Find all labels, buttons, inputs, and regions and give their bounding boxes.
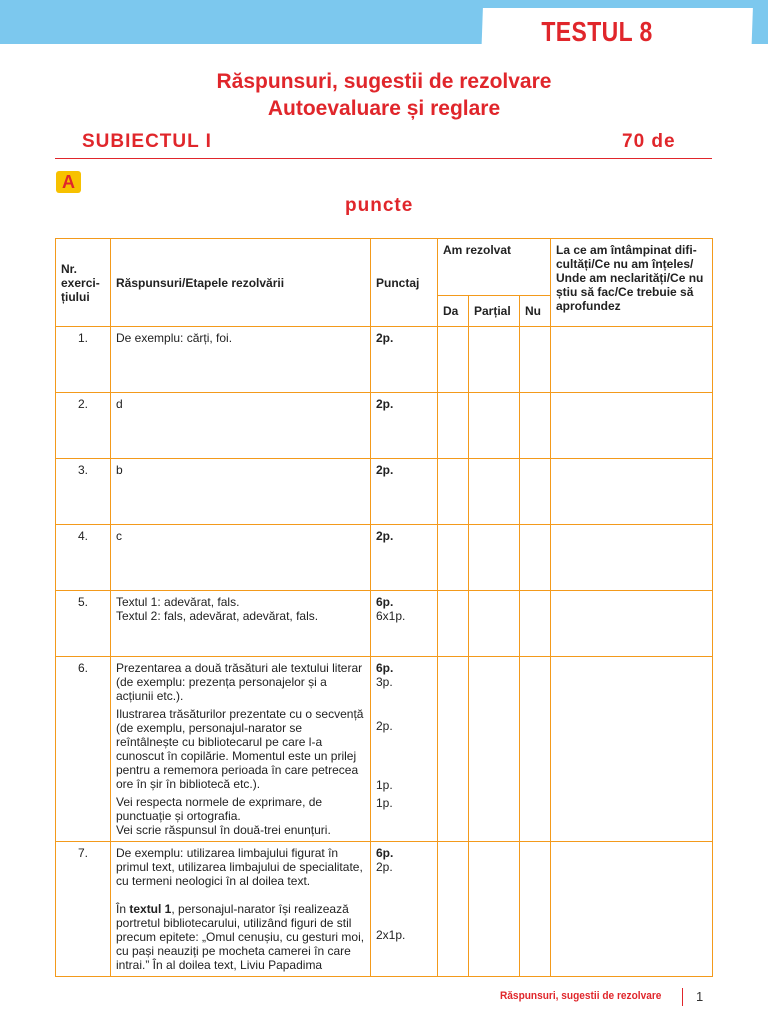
checkbox-partial[interactable] bbox=[469, 327, 520, 393]
points-detail: 2x1p. bbox=[376, 928, 406, 942]
header-answers: Răspunsuri/Etapele rezolvării bbox=[111, 239, 371, 327]
answer-line: Textul 2: fals, adevărat, adevărat, fals. bbox=[116, 609, 319, 623]
row-answer: c bbox=[111, 525, 371, 591]
table-row bbox=[56, 393, 713, 459]
checkbox-partial[interactable] bbox=[469, 657, 520, 842]
page-title-line2: Autoevaluare și reglare bbox=[267, 97, 501, 120]
answer-line: Textul 1: adevărat, fals. bbox=[116, 595, 240, 609]
points-detail: 2p. bbox=[376, 860, 393, 874]
difficulties-cell[interactable] bbox=[551, 842, 713, 977]
row-number: 5. bbox=[56, 591, 111, 657]
header-solved: Am rezolvat bbox=[438, 239, 551, 296]
difficulties-cell[interactable] bbox=[551, 393, 713, 459]
row-points: 2p. bbox=[371, 393, 438, 459]
header-score: Punctaj bbox=[371, 239, 438, 327]
checkbox-da[interactable] bbox=[438, 842, 469, 977]
points-heading-continued: puncte bbox=[345, 195, 414, 216]
row-number: 7. bbox=[56, 842, 111, 977]
points-total: 6p. bbox=[376, 661, 394, 675]
checkbox-partial[interactable] bbox=[469, 591, 520, 657]
answers-table bbox=[55, 238, 713, 977]
row-number: 6. bbox=[56, 657, 111, 842]
points-total: 6p. bbox=[376, 846, 394, 860]
points-detail: 2p. bbox=[376, 719, 393, 733]
difficulties-cell[interactable] bbox=[551, 327, 713, 393]
answer-paragraph: În textul 1, personajul-narator își realizează portretul bibliotecarului, utilizând figuri de stil precum epitete: „Omul cenușiu, cu gesturi moi, cu pași neauziți pe mocheta camerei în care intrai.” În al doilea text, Liviu Papadima bbox=[116, 902, 365, 972]
row-number: 4. bbox=[56, 525, 111, 591]
points-heading: 70 de bbox=[622, 131, 676, 152]
row-points bbox=[371, 591, 438, 657]
row-answer bbox=[111, 657, 371, 842]
row-number: 2. bbox=[56, 393, 111, 459]
header-difficulties: La ce am întâmpinat difi-cultăți/Ce nu am înțeles/ Unde am neclarități/Ce nu știu să fac/Ce trebuie să aprofundez bbox=[551, 239, 713, 327]
section-badge: A bbox=[56, 171, 81, 193]
subject-heading: SUBIECTUL I bbox=[82, 131, 212, 152]
row-answer: b bbox=[111, 459, 371, 525]
row-points: 2p. bbox=[371, 327, 438, 393]
checkbox-partial[interactable] bbox=[469, 393, 520, 459]
answer-paragraph: Vei scrie răspunsul în două-trei enunțuri. bbox=[116, 823, 331, 837]
header-nu: Nu bbox=[520, 296, 551, 327]
header-da: Da bbox=[438, 296, 469, 327]
row-number: 1. bbox=[56, 327, 111, 393]
row-points: 2p. bbox=[371, 525, 438, 591]
checkbox-nu[interactable] bbox=[520, 657, 551, 842]
header-partial: Parțial bbox=[469, 296, 520, 327]
table-row bbox=[56, 459, 713, 525]
difficulties-cell[interactable] bbox=[551, 657, 713, 842]
checkbox-da[interactable] bbox=[438, 459, 469, 525]
test-label: TESTUL 8 bbox=[541, 16, 653, 47]
table-row bbox=[56, 525, 713, 591]
row-answer bbox=[111, 591, 371, 657]
checkbox-nu[interactable] bbox=[520, 591, 551, 657]
points-total: 6p. bbox=[376, 595, 394, 609]
checkbox-da[interactable] bbox=[438, 393, 469, 459]
table-row bbox=[56, 327, 713, 393]
footer-divider bbox=[682, 988, 683, 1006]
checkbox-da[interactable] bbox=[438, 525, 469, 591]
difficulties-cell[interactable] bbox=[551, 525, 713, 591]
points-detail: 1p. bbox=[376, 796, 393, 810]
checkbox-nu[interactable] bbox=[520, 459, 551, 525]
points-detail: 6x1p. bbox=[376, 609, 406, 623]
row-points: 2p. bbox=[371, 459, 438, 525]
page-number: 1 bbox=[696, 989, 704, 1004]
difficulties-cell[interactable] bbox=[551, 591, 713, 657]
checkbox-partial[interactable] bbox=[469, 525, 520, 591]
footer-title: Răspunsuri, sugestii de rezolvare bbox=[500, 990, 662, 1002]
page-title-line1: Răspunsuri, sugestii de rezolvare bbox=[216, 70, 552, 93]
checkbox-da[interactable] bbox=[438, 327, 469, 393]
checkbox-partial[interactable] bbox=[469, 842, 520, 977]
table-row bbox=[56, 657, 713, 842]
answer-paragraph: De exemplu: utilizarea limbajului figurat în primul text, utilizarea limbajului de specialitate, cu termeni neologici în al doilea text. bbox=[116, 846, 363, 888]
header-nr: Nr. exerci-țiului bbox=[56, 239, 111, 327]
row-points bbox=[371, 657, 438, 842]
row-answer: d bbox=[111, 393, 371, 459]
checkbox-da[interactable] bbox=[438, 657, 469, 842]
checkbox-da[interactable] bbox=[438, 591, 469, 657]
points-detail: 3p. bbox=[376, 675, 393, 689]
checkbox-nu[interactable] bbox=[520, 842, 551, 977]
answer-paragraph: Vei respecta normele de exprimare, de punctuație și ortografia. bbox=[116, 795, 323, 823]
heading-divider bbox=[55, 158, 712, 159]
checkbox-partial[interactable] bbox=[469, 459, 520, 525]
answer-paragraph: Prezentarea a două trăsături ale textului literar (de exemplu: prezența personajelor și a acțiunii etc.). bbox=[116, 661, 363, 703]
row-points bbox=[371, 842, 438, 977]
answer-paragraph: Ilustrarea trăsăturilor prezentate cu o secvență (de exemplu, personajul-narator se reîntâlnește cu bibliotecarul pe care l-a cunoscut în copilărie. Momentul este un prilej pentru a rememora perioada în care petrecea ore în șir în bibliotecă etc.). bbox=[116, 707, 364, 791]
row-number: 3. bbox=[56, 459, 111, 525]
row-answer: De exemplu: cărți, foi. bbox=[111, 327, 371, 393]
checkbox-nu[interactable] bbox=[520, 525, 551, 591]
difficulties-cell[interactable] bbox=[551, 459, 713, 525]
table-row bbox=[56, 842, 713, 977]
points-detail: 1p. bbox=[376, 778, 393, 792]
checkbox-nu[interactable] bbox=[520, 327, 551, 393]
table-row bbox=[56, 591, 713, 657]
checkbox-nu[interactable] bbox=[520, 393, 551, 459]
row-answer bbox=[111, 842, 371, 977]
